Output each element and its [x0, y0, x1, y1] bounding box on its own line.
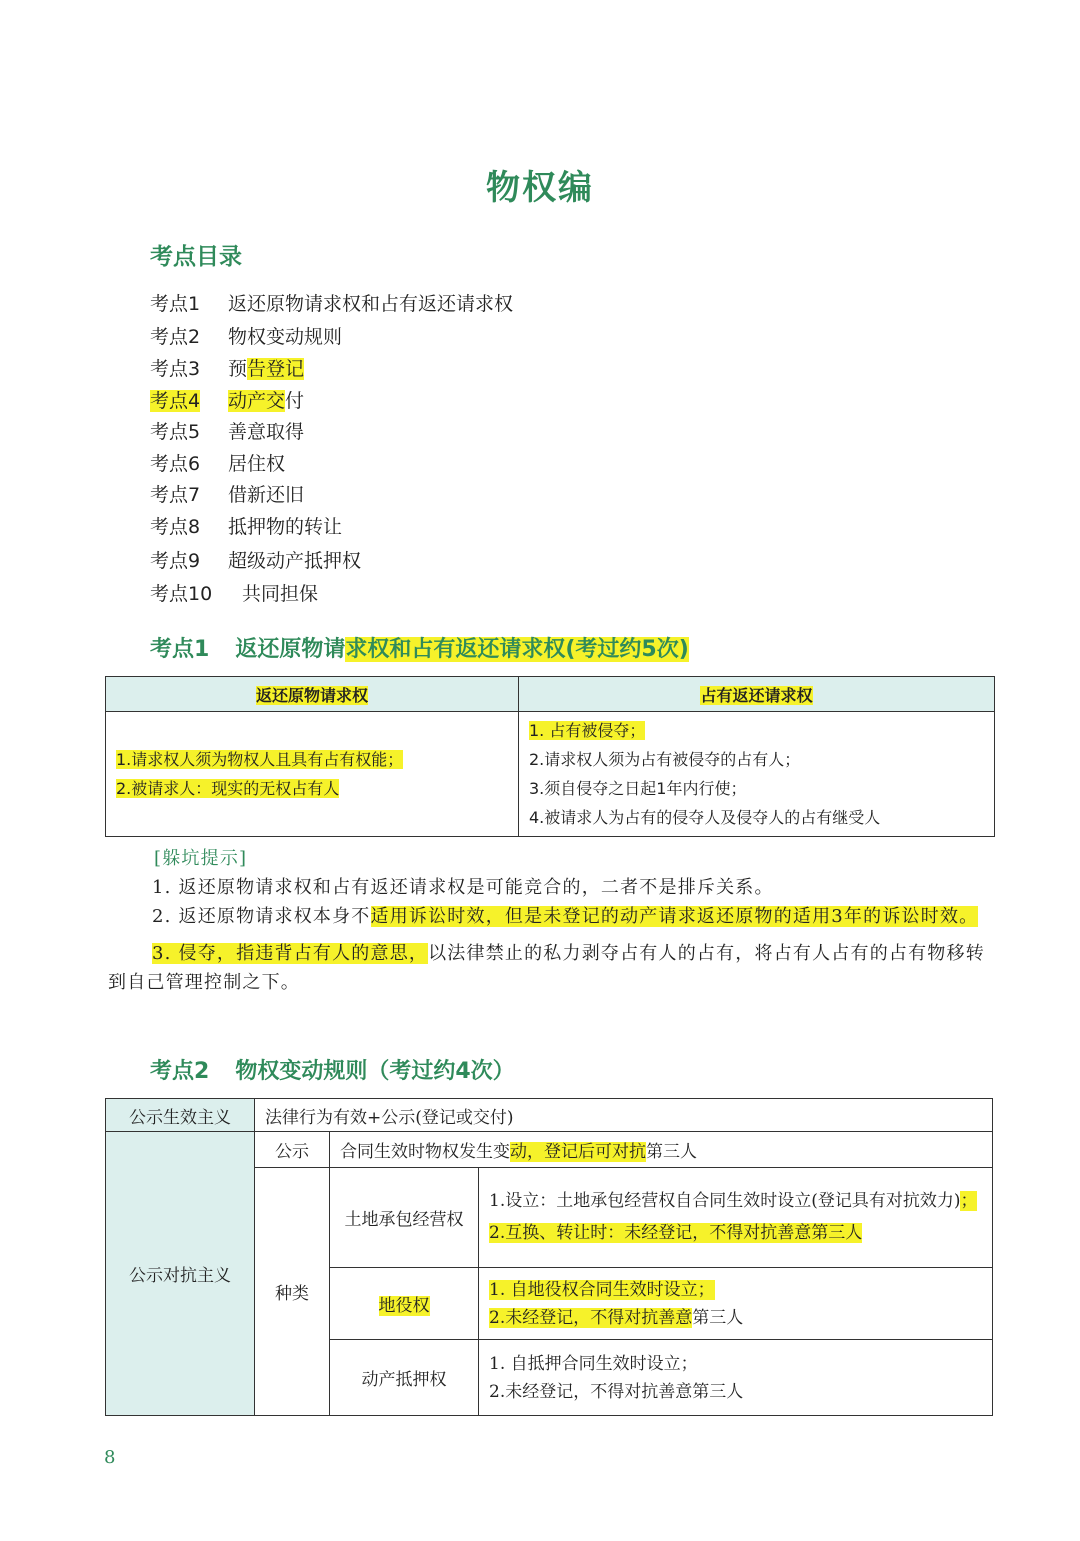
toc-heading: 考点目录: [150, 244, 242, 270]
table-header-cell: 占有返还请求权: [519, 677, 995, 712]
section2-heading: [150, 1054, 515, 1085]
table-cell: 法律行为有效+公示(登记或交付): [255, 1099, 993, 1132]
section1-table: [105, 676, 995, 837]
section1-title-highlight: 求权和占有返还请求权(考过约5次): [345, 637, 689, 662]
tip-paragraph: 2. 返还原物请求权本身不适用诉讼时效，但是未登记的动产请求返还原物的适用3年的诉讼时效。: [152, 906, 979, 927]
toc-item-text: 物权变动规则: [228, 326, 343, 348]
table-header-cell: 返还原物请求权: [106, 677, 519, 712]
tips-block: [108, 844, 993, 997]
section1-title: 返还原物请: [235, 637, 346, 662]
section2-table: [105, 1098, 993, 1416]
toc-item-text: 抵押物的转让: [228, 516, 343, 538]
page-number: 8: [104, 1447, 116, 1468]
table-cell: 种类: [255, 1168, 330, 1416]
table-row: [106, 1132, 993, 1168]
toc-item: [150, 449, 285, 476]
toc-item-number: 考点9: [150, 550, 201, 572]
table-cell: 土地承包经营权: [330, 1168, 479, 1268]
table-cell: 1. 自抵押合同生效时设立； 2.未经登记，不得对抗善意第三人: [479, 1340, 993, 1416]
toc-item-text: 付: [285, 390, 305, 412]
toc-item-text: 超级动产抵押权: [228, 550, 362, 572]
table-cell: 1.设立：土地承包经营权自合同生效时设立(登记具有对抗效力)； 2.互换、转让时：未经登记，不得对抗善意第三人: [479, 1168, 993, 1268]
toc-item-text: 善意取得: [228, 421, 305, 443]
toc-item-text: 居住权: [228, 453, 286, 475]
table-cell: 公示对抗主义: [106, 1132, 255, 1416]
table-row: [106, 712, 995, 837]
cell-line: 4.被请求人为占有的侵夺人及侵夺人的占有继受人: [529, 808, 881, 827]
tip-paragraph: 1. 返还原物请求权和占有返还请求权是可能竞合的，二者不是排斥关系。: [152, 877, 774, 898]
cell-line: 2.被请求人：现实的无权占有人: [116, 779, 340, 798]
toc-item: [150, 579, 318, 606]
table-cell: 1. 自地役权合同生效时设立； 2.未经登记，不得对抗善意第三人: [479, 1268, 993, 1340]
section2-number: 考点2: [150, 1059, 210, 1084]
toc-item-number: 考点10: [150, 583, 213, 605]
toc-item-number: 考点7: [150, 484, 201, 506]
toc-item-number: 考点1: [150, 293, 201, 315]
section1-number: 考点1: [150, 637, 210, 662]
toc-item-number: 考点6: [150, 453, 201, 475]
toc-item-highlight: 告登记: [247, 358, 305, 380]
toc-item: [150, 480, 304, 507]
cell-line: 1.请求权人须为物权人且具有占有权能；: [116, 750, 404, 769]
toc-item: [150, 512, 342, 539]
toc-item-number: 考点5: [150, 421, 201, 443]
toc-item: [150, 354, 304, 381]
toc-item: [150, 546, 361, 573]
toc-item-number: 考点4: [150, 390, 201, 412]
toc-item-text: 借新还旧: [228, 484, 305, 506]
table-cell: 动产抵押权: [330, 1340, 479, 1416]
tips-label: [躲坑提示]: [154, 848, 248, 869]
toc-item: [150, 322, 342, 349]
toc-item: [150, 417, 304, 444]
section2-title: 物权变动规则（考过约4次）: [235, 1059, 515, 1084]
page-title: 物权编: [486, 168, 594, 208]
toc-item-text: 预: [228, 358, 248, 380]
cell-line: 2.请求权人须为占有被侵夺的占有人；: [529, 750, 801, 769]
table-cell: 公示: [255, 1132, 330, 1168]
toc-item-number: 考点3: [150, 358, 201, 380]
table-cell: 合同生效时物权发生变动，登记后可对抗第三人: [330, 1132, 993, 1168]
table-cell: [106, 712, 519, 837]
table-cell: 地役权: [330, 1268, 479, 1340]
toc-item: [150, 289, 513, 316]
toc-item-text: 共同担保: [242, 583, 319, 605]
section1-heading: [150, 632, 689, 663]
cell-line: 3.须自侵夺之日起1年内行使；: [529, 779, 747, 798]
table-cell: 公示生效主义: [106, 1099, 255, 1132]
table-cell: [519, 712, 995, 837]
toc-item-text: 返还原物请求权和占有返还请求权: [228, 293, 514, 315]
toc-item-highlight: 动产交: [228, 390, 286, 412]
table-header-row: [106, 677, 995, 712]
cell-line: 1. 占有被侵夺；: [529, 721, 646, 740]
tip-paragraph: 3. 侵夺，指违背占有人的意思，以法律禁止的私力剥夺占有人的占有，将占有人占有的占有物移转到自己管理控制之下。: [108, 943, 985, 993]
toc-item-number: 考点8: [150, 516, 201, 538]
table-row: [106, 1099, 993, 1132]
toc-item: [150, 386, 304, 413]
toc-item-number: 考点2: [150, 326, 201, 348]
